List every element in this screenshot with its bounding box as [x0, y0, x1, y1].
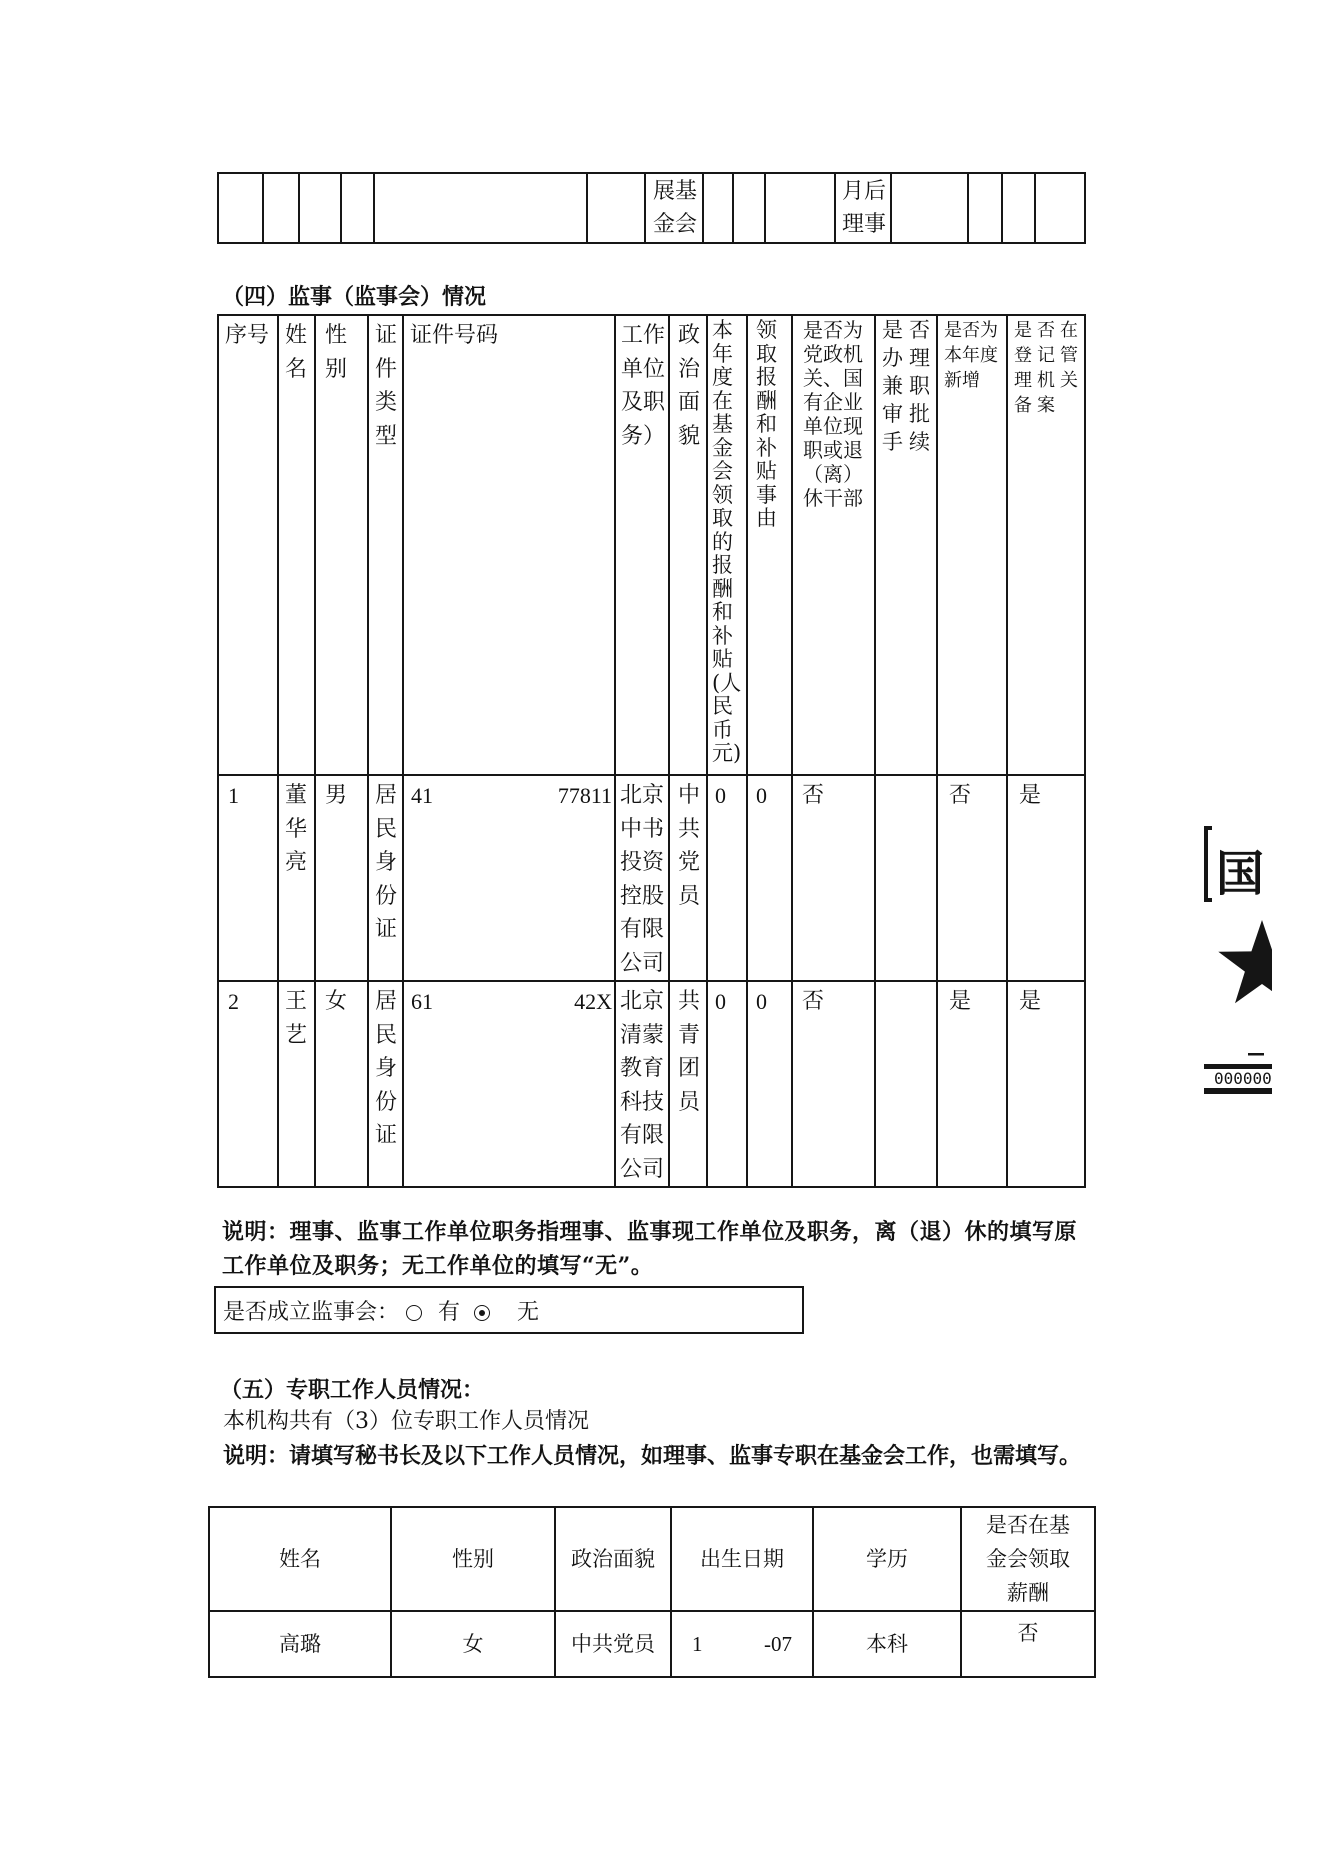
- cell-id-number: [403, 981, 615, 1187]
- section-title-staff: （五）专职工作人员情况：: [220, 1377, 485, 1403]
- staff-education: 本科: [866, 1632, 908, 1656]
- row-name: 董华亮: [285, 783, 308, 875]
- table-row: [209, 1611, 1095, 1677]
- cell-name: [278, 775, 315, 981]
- cell-id-type: [368, 775, 403, 981]
- cell-remuneration: [707, 981, 747, 1187]
- cell-political: [669, 981, 707, 1187]
- id-number-prefix: 41: [411, 783, 433, 808]
- row-gender: 男: [325, 783, 348, 808]
- table-cell: [835, 173, 891, 243]
- header-staff-gender: 性别: [452, 1547, 494, 1571]
- header-political: 政治面貌: [678, 323, 701, 449]
- header-work-unit: 工作单位及职务）: [621, 323, 666, 449]
- staff-count-line: 本机构共有（3）位专职工作人员情况: [223, 1409, 589, 1434]
- header-remuneration-reason: 领取报酬和补贴事由: [756, 318, 777, 530]
- header-cell: [615, 315, 669, 775]
- header-staff-name: 姓名: [279, 1547, 321, 1571]
- table-row: [218, 981, 1085, 1187]
- cell-staff-name: [209, 1611, 391, 1677]
- table-cell: [218, 173, 263, 243]
- table-header-row: [209, 1507, 1095, 1611]
- row-id-type: 居民身份证: [375, 989, 398, 1148]
- table-cell: [587, 173, 645, 243]
- header-cadre-status: 是否为党政机关、国有企业单位现职或退（离）休干部: [803, 318, 863, 510]
- header-cell: [209, 1507, 391, 1611]
- row-id-type: 居民身份证: [375, 783, 398, 942]
- fragment-text-b: 月后理事: [842, 179, 887, 237]
- id-number-suffix: 42X: [574, 989, 612, 1014]
- header-cell: [555, 1507, 671, 1611]
- cell-id-type: [368, 981, 403, 1187]
- header-cell: [669, 315, 707, 775]
- cell-cadre-status: [792, 981, 875, 1187]
- cell-index: [218, 775, 278, 981]
- cell-filed: [1007, 981, 1085, 1187]
- table-cell: [968, 173, 1002, 243]
- table-row: [218, 173, 1085, 243]
- section-title-supervisors: （四）监事（监事会）情况: [222, 284, 487, 310]
- header-cell: [315, 315, 368, 775]
- id-number-suffix: 77811: [557, 783, 612, 808]
- cell-staff-birth: [671, 1611, 813, 1677]
- row-cadre-status: 否: [802, 783, 825, 808]
- header-concurrent-approval: 是否办理兼职审批手续: [882, 318, 936, 454]
- radio-yes-label: 有: [438, 1300, 461, 1325]
- staff-birth-suffix: -07: [764, 1632, 792, 1656]
- staff-table: [208, 1506, 1096, 1678]
- table-header-row: [218, 315, 1085, 775]
- seal-star-icon: [1218, 920, 1272, 1003]
- header-cell: [278, 315, 315, 775]
- header-cell: [368, 315, 403, 775]
- row-cadre-status: 否: [802, 989, 825, 1014]
- header-filed: 是否在登记管理机关备案: [1014, 320, 1083, 416]
- row-new-this-year: 是: [949, 989, 972, 1014]
- table-cell: [341, 173, 374, 243]
- table-cell: [299, 173, 341, 243]
- seal-band-bottom: [1204, 1088, 1272, 1094]
- table-cell: [765, 173, 835, 243]
- id-number-prefix: 61: [411, 989, 433, 1014]
- supervisor-note-line-2: 工作单位及职务；无工作单位的填写“无”。: [222, 1253, 654, 1279]
- header-index: 序号: [225, 323, 270, 348]
- header-cell: [391, 1507, 555, 1611]
- table-cell: [733, 173, 765, 243]
- header-cell: [747, 315, 792, 775]
- row-name: 王艺: [285, 989, 308, 1048]
- cell-new-this-year: [937, 981, 1007, 1187]
- header-id-type: 证件类型: [375, 323, 398, 449]
- row-remuneration-reason: 0: [756, 989, 767, 1014]
- cell-new-this-year: [937, 775, 1007, 981]
- staff-name: 高璐: [279, 1632, 321, 1656]
- supervisors-table: [217, 314, 1086, 1188]
- supervisor-note: [222, 1215, 1077, 1283]
- header-staff-education: 学历: [866, 1547, 908, 1571]
- cell-staff-salaried: [961, 1611, 1095, 1677]
- cell-staff-political: [555, 1611, 671, 1677]
- header-cell: [937, 315, 1007, 775]
- row-new-this-year: 否: [949, 783, 972, 808]
- table-cell: [374, 173, 587, 243]
- header-cell: [707, 315, 747, 775]
- row-filed: 是: [1019, 989, 1042, 1014]
- header-cell: [403, 315, 615, 775]
- staff-salaried: 否: [1017, 1621, 1039, 1645]
- cell-work-unit: [615, 981, 669, 1187]
- staff-birth-date: [672, 1627, 812, 1661]
- radio-no: [474, 1305, 490, 1321]
- header-cell: [671, 1507, 813, 1611]
- row-political: 共青团员: [678, 989, 701, 1115]
- header-new-this-year: 是否为本年度新增: [944, 320, 998, 391]
- header-cell: [961, 1507, 1095, 1611]
- cell-index: [218, 981, 278, 1187]
- header-staff-salaried: 是否在基金会领取薪酬: [985, 1513, 1070, 1605]
- radio-yes: [406, 1305, 422, 1321]
- supervisory-board-label: 是否成立监事会：: [223, 1300, 400, 1325]
- table-cell: [1002, 173, 1035, 243]
- seal-fragment: [1200, 820, 1272, 1110]
- id-number: [411, 985, 614, 1019]
- row-work-unit: 北京中书投资控股有限公司: [620, 783, 665, 976]
- header-id-number: 证件号码: [410, 323, 499, 348]
- header-gender: 性别: [325, 323, 348, 382]
- seal-code: 000000: [1214, 1069, 1272, 1088]
- header-name: 姓名: [285, 323, 308, 382]
- cell-concurrent-approval: [875, 775, 937, 981]
- row-remuneration: 0: [715, 783, 726, 808]
- row-political: 中共党员: [678, 783, 701, 909]
- row-index: 2: [228, 989, 239, 1014]
- cell-political: [669, 775, 707, 981]
- cell-cadre-status: [792, 775, 875, 981]
- supervisor-note-line-1: 说明：理事、监事工作单位职务指理事、监事现工作单位及职务，离（退）休的填写原: [222, 1219, 1078, 1245]
- table-cell: [645, 173, 703, 243]
- table-cell: [263, 173, 299, 243]
- header-remuneration: 本年度在基金会领取的报酬和补贴(人民币元): [712, 318, 742, 765]
- header-cell: [813, 1507, 961, 1611]
- cell-filed: [1007, 775, 1085, 981]
- staff-gender: 女: [462, 1632, 484, 1656]
- previous-table-continuation: [217, 172, 1086, 244]
- cell-gender: [315, 981, 368, 1187]
- staff-birth-prefix: 1: [692, 1632, 703, 1656]
- table-cell: [891, 173, 968, 243]
- cell-gender: [315, 775, 368, 981]
- staff-political: 中共党员: [571, 1632, 655, 1656]
- seal-border-fragment: [1206, 828, 1212, 900]
- id-number: [411, 779, 614, 813]
- header-staff-political: 政治面貌: [571, 1547, 655, 1571]
- row-remuneration-reason: 0: [756, 783, 767, 808]
- cell-remuneration-reason: [747, 981, 792, 1187]
- cell-name: [278, 981, 315, 1187]
- header-staff-birth: 出生日期: [700, 1547, 784, 1571]
- seal-dash: [1248, 1053, 1264, 1056]
- supervisory-board-question: [214, 1286, 804, 1334]
- header-cell: [792, 315, 875, 775]
- seal-text: 国: [1216, 846, 1265, 902]
- header-cell: [1007, 315, 1085, 775]
- cell-work-unit: [615, 775, 669, 981]
- table-cell: [703, 173, 733, 243]
- header-cell: [218, 315, 278, 775]
- cell-remuneration-reason: [747, 775, 792, 981]
- cell-concurrent-approval: [875, 981, 937, 1187]
- header-cell: [875, 315, 937, 775]
- table-cell: [1035, 173, 1085, 243]
- row-index: 1: [228, 783, 239, 808]
- row-remuneration: 0: [715, 989, 726, 1014]
- cell-staff-gender: [391, 1611, 555, 1677]
- cell-remuneration: [707, 775, 747, 981]
- fragment-text-a: 展基金会: [653, 179, 698, 237]
- table-row: [218, 775, 1085, 981]
- row-gender: 女: [325, 989, 348, 1014]
- cell-id-number: [403, 775, 615, 981]
- radio-no-label: 无: [517, 1300, 540, 1325]
- row-work-unit: 北京清蒙教育科技有限公司: [620, 989, 665, 1182]
- row-filed: 是: [1019, 783, 1042, 808]
- cell-staff-education: [813, 1611, 961, 1677]
- seal-graphic: [1200, 820, 1272, 1110]
- staff-note: 说明：请填写秘书长及以下工作人员情况，如理事、监事专职在基金会工作，也需填写。: [223, 1443, 1082, 1469]
